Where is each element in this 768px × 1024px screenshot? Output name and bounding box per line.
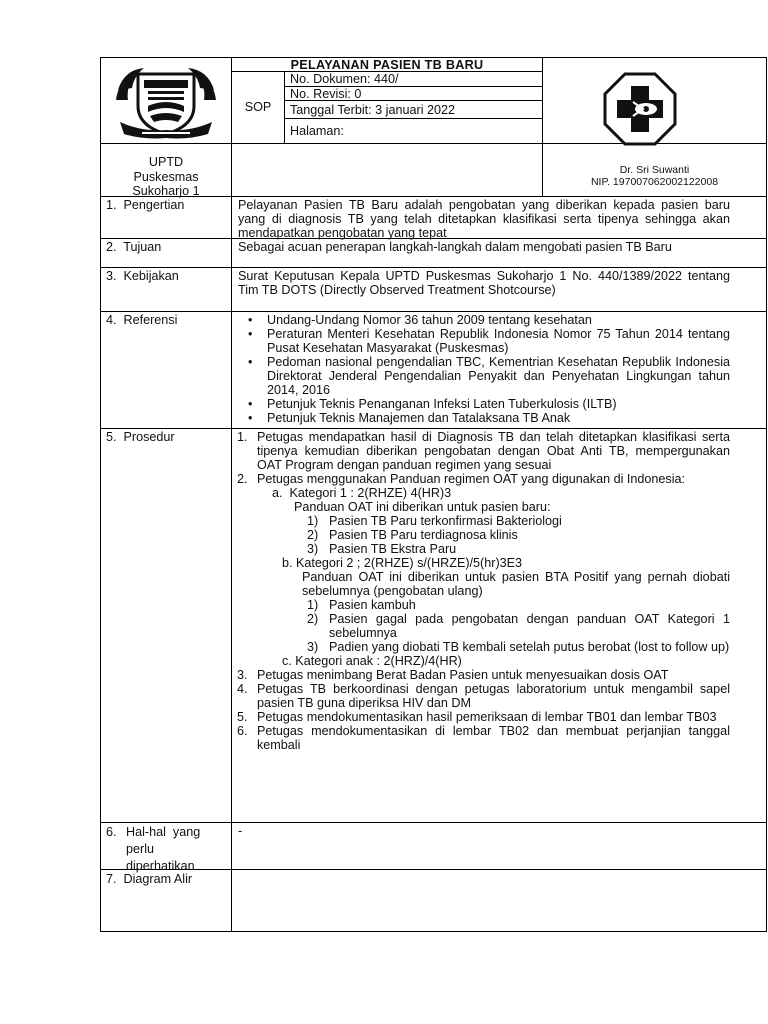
step-number: 2. [237,472,248,486]
item-number: 1) [307,514,319,528]
procedure-steps [234,430,730,752]
category-2-item [234,612,730,640]
procedure-step [234,430,730,472]
step-text: Petugas mendokumentasikan di lembar TB02 dan membuat perjanjian tanggal kembali [257,724,730,752]
procedure-step [234,724,730,752]
category-1-item [234,528,730,542]
step-text: Petugas mendokumentasikan hasil pemeriksaan di lembar TB01 dan lembar TB03 [257,710,717,724]
category-3-label: c. Kategori anak : 2(HRZ)/4(HR) [282,654,462,668]
column-divider [231,57,232,932]
reference-item: • Undang-Undang Nomor 36 tahun 2009 tentang kesehatan [238,313,730,327]
regency-coat-of-arms-logo [112,60,220,140]
item-text: Pasien kambuh [329,598,416,612]
category-1-item [234,514,730,528]
section-label-referensi: 4. Referensi [106,313,178,327]
row-line [100,267,767,268]
item-text: Pasien TB Paru terdiagnosa klinis [329,528,518,542]
category-1-item [234,542,730,556]
revision-number: No. Revisi: 0 [290,87,362,101]
step-number: 6. [237,724,248,738]
document-title: PELAYANAN PASIEN TB BARU [290,58,484,72]
step-number: 3. [237,668,248,682]
item-text: Pasien gagal pada pengobatan dengan panduan OAT Kategori 1 sebelumnya [329,612,730,640]
item-number: 3) [307,542,319,556]
signer-nip: NIP. 197007062002122008 [590,176,719,188]
section-label-pengertian: 1. Pengertian [106,198,185,212]
section-label-prosedur: 5. Prosedur [106,430,175,444]
item-text: Padien yang diobati TB kembali setelah putus berobat (lost to follow up) [329,640,730,654]
issue-date: Tanggal Terbit: 3 januari 2022 [290,103,456,117]
org-line-1: UPTD [148,155,184,169]
label-line-2: perlu [126,842,155,856]
section-label-halhal [106,824,226,875]
sop-divider [284,71,285,143]
org-line-2: Puskesmas [133,169,199,184]
sop-label: SOP [244,100,272,114]
org-name [101,155,231,199]
step-text: Petugas TB berkoordinasi dengan petugas laboratorium untuk mengambil sapel pasien TB guna diperiksa HIV dan DM [257,682,730,710]
item-text: Pasien TB Paru terkonfirmasi Bakteriologi [329,514,562,528]
row-line [100,311,767,312]
item-number: 1) [307,598,319,612]
procedure-step [234,668,730,682]
section-label-diagram-alir: 7. Diagram Alir [106,872,193,886]
document-number: No. Dokumen: 440/ [290,72,399,86]
item-text: Pasien TB Ekstra Paru [329,542,457,556]
page-label: Halaman: [290,124,344,138]
category-2-item [234,598,730,612]
table-border-right [766,57,767,932]
row-line [100,822,767,823]
item-number: 3) [307,640,319,654]
item-number: 2) [307,612,319,626]
row-line [100,428,767,429]
step-text: Petugas menimbang Berat Badan Pasien untuk menyesuaikan dosis OAT [257,668,669,682]
procedure-step [234,682,730,710]
section-label-kebijakan: 3. Kebijakan [106,269,179,283]
step-text: Petugas menggunakan Panduan regimen OAT yang digunakan di Indonesia: [257,472,686,486]
procedure-step [234,710,730,724]
category-1-intro: Panduan OAT ini diberikan untuk pasien baru: [294,500,551,514]
row-line [284,118,543,119]
puskesmas-logo [603,72,677,146]
step-text: Petugas mendapatkan hasil di Diagnosis TB dan telah ditetapkan klasifikasi serta tipenya kemudian diberikan pengobatan dengan Obat Anti TB, mempergunakan OAT Program dengan panduan regimen yang sesuai [257,430,730,472]
reference-list [238,313,730,425]
reference-item: • Peraturan Menteri Kesehatan Republik Indonesia Nomor 75 Tahun 2014 tentang Pusat Kesehatan Masyarakat (Puskesmas) [238,327,730,355]
reference-item: • Pedoman nasional pengendalian TBC, Kementrian Kesehatan Republik Indonesia Direktorat Jenderal Pengendalian Penyakit dan Penyehatan Lingkungan tahun 2014, 2016 [238,355,730,397]
category-2-intro: Panduan OAT ini diberikan untuk pasien BTA Positif yang pernah diobati sebelumnya (pengobatan ulang) [302,570,730,598]
table-border-bottom [100,931,767,932]
section-text-kebijakan: Surat Keputusan Kepala UPTD Puskesmas Sukoharjo 1 No. 440/1389/2022 tentang Tim TB DOTS (Directly Observed Treatment Shotcourse) [238,269,730,297]
section-label-tujuan: 2. Tujuan [106,240,162,254]
label-number: 6. [106,825,117,839]
category-2-label: b. Kategori 2 ; 2(RHZE) s/(HRZE)/5(hr)3E3 [282,556,523,570]
org-line-3: Sukoharjo 1 [132,184,200,198]
procedure-step [234,472,730,486]
section-text-halhal: - [238,824,243,838]
section-text-tujuan: Sebagai acuan penerapan langkah-langkah dalam mengobati pasien TB Baru [238,240,672,254]
step-number: 5. [237,710,248,724]
signer-block [543,164,766,188]
step-number: 4. [237,682,248,696]
category-2-item [234,640,730,654]
label-line-1: Hal-hal yang [126,825,201,839]
section-text-pengertian: Pelayanan Pasien TB Baru adalah pengobatan yang diberikan kepada pasien baru yang di diagnosis TB yang telah ditetapkan klasifikasi serta tipenya sehingga akan mendapatkan pengobatan yang tepat [238,198,730,240]
step-number: 1. [237,430,248,444]
category-1-label: a. Kategori 1 : 2(RHZE) 4(HR)3 [272,486,452,500]
item-number: 2) [307,528,319,542]
signer-name: Dr. Sri Suwanti [619,164,690,176]
reference-item: • Petunjuk Teknis Penanganan Infeksi Laten Tuberkulosis (ILTB) [238,397,730,411]
reference-item: • Petunjuk Teknis Manajemen dan Tatalaksana TB Anak [238,411,730,425]
label-line-3: diperhatikan [126,859,195,873]
